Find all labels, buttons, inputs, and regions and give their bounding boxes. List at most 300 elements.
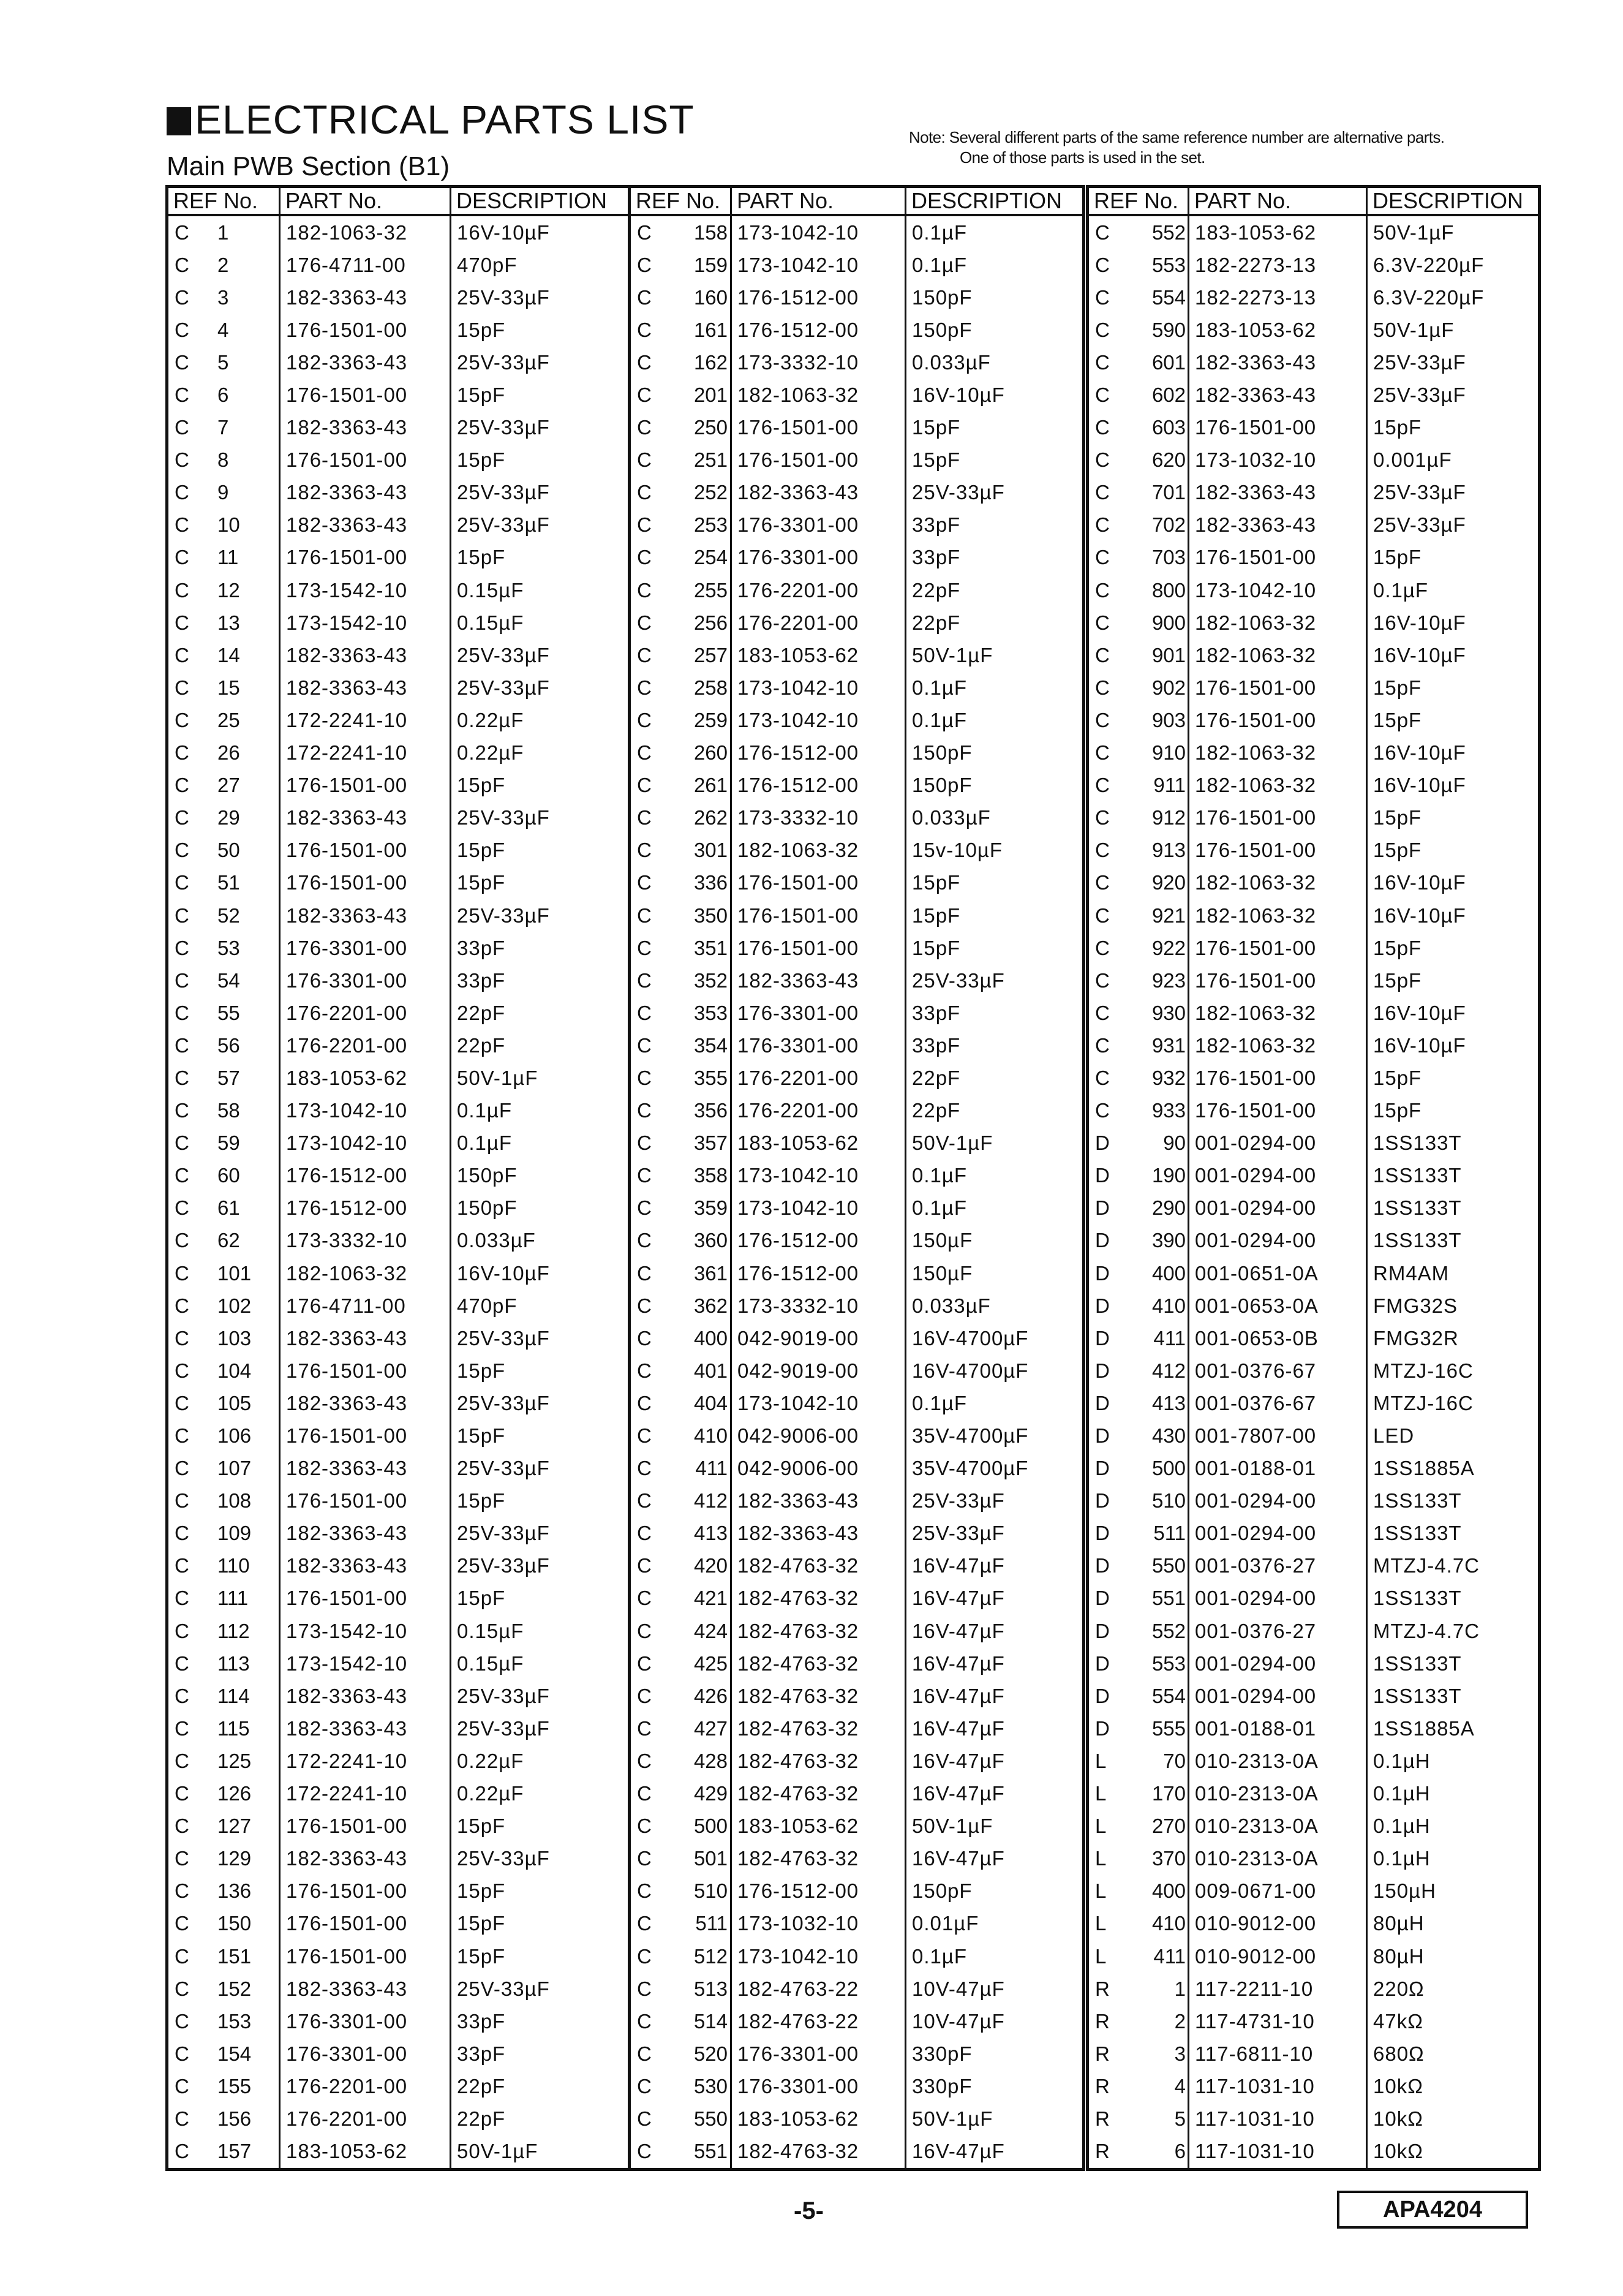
ref-letter: C bbox=[175, 448, 189, 472]
ref-cell bbox=[630, 1550, 731, 1582]
part-number-cell: 182-3363-43 bbox=[280, 1517, 451, 1550]
part-number-cell: 176-1501-00 bbox=[280, 314, 451, 346]
ref-letter: C bbox=[637, 1424, 652, 1448]
ref-letter: D bbox=[1095, 1229, 1110, 1252]
description-cell: 33pF bbox=[906, 509, 1084, 542]
ref-cell bbox=[630, 606, 731, 639]
ref-letter: D bbox=[1095, 1326, 1110, 1350]
description-cell: 25V-33µF bbox=[451, 899, 630, 932]
description-cell: 33pF bbox=[906, 1029, 1084, 1062]
description-cell: 6.3V-220µF bbox=[1367, 249, 1540, 281]
ref-letter: C bbox=[637, 2107, 652, 2130]
ref-letter: L bbox=[1095, 1912, 1107, 1935]
ref-cell bbox=[167, 1810, 280, 1843]
description-cell: 16V-4700µF bbox=[906, 1354, 1084, 1387]
ref-letter: C bbox=[637, 2074, 652, 2098]
ref-number: 552 bbox=[1151, 221, 1186, 244]
ref-number: 3 bbox=[217, 285, 229, 309]
ref-cell bbox=[167, 314, 280, 346]
table-row bbox=[630, 769, 1084, 802]
table-row bbox=[1088, 249, 1540, 281]
ref-letter: D bbox=[1095, 1391, 1110, 1414]
description-cell: 0.033µF bbox=[906, 346, 1084, 379]
ref-letter: C bbox=[175, 2009, 189, 2033]
description-cell: 0.001µF bbox=[1367, 444, 1540, 477]
ref-number: 400 bbox=[693, 1326, 728, 1350]
part-number-cell: 173-1042-10 bbox=[731, 215, 906, 249]
ref-letter: D bbox=[1095, 1164, 1110, 1187]
part-number-cell: 176-1501-00 bbox=[1189, 671, 1367, 704]
description-cell: 25V-33µF bbox=[451, 1387, 630, 1419]
part-number-cell: 176-1512-00 bbox=[731, 1225, 906, 1257]
part-number-cell: 182-3363-43 bbox=[280, 899, 451, 932]
description-cell: 25V-33µF bbox=[1367, 379, 1540, 411]
ref-letter: C bbox=[637, 448, 652, 472]
table-row bbox=[630, 606, 1084, 639]
part-number-cell: 176-1501-00 bbox=[1189, 1095, 1367, 1127]
table-row bbox=[630, 737, 1084, 769]
description-cell: 1SS1885A bbox=[1367, 1712, 1540, 1745]
description-cell: 16V-47µF bbox=[906, 1680, 1084, 1712]
ref-number: 152 bbox=[217, 1977, 252, 2000]
description-cell: 15pF bbox=[451, 1810, 630, 1843]
part-number-cell: 176-3301-00 bbox=[280, 932, 451, 964]
ref-cell bbox=[1088, 1290, 1189, 1322]
table-row bbox=[167, 1062, 630, 1094]
table-row bbox=[1088, 737, 1540, 769]
table-row bbox=[630, 2005, 1084, 2037]
ref-cell bbox=[167, 1680, 280, 1712]
part-number-cell: 182-3363-43 bbox=[1189, 346, 1367, 379]
ref-number: 109 bbox=[217, 1522, 252, 1545]
ref-cell bbox=[1088, 1419, 1189, 1452]
description-header: DESCRIPTION bbox=[1367, 187, 1540, 216]
description-cell: 25V-33µF bbox=[451, 1452, 630, 1485]
ref-cell bbox=[630, 769, 731, 802]
description-cell: 15pF bbox=[906, 899, 1084, 932]
ref-cell bbox=[1088, 1192, 1189, 1225]
table-row bbox=[167, 639, 630, 671]
ref-cell bbox=[167, 997, 280, 1029]
table-row bbox=[1088, 1550, 1540, 1582]
ref-number: 90 bbox=[1163, 1131, 1186, 1155]
description-cell: 1SS133T bbox=[1367, 1517, 1540, 1550]
table-row bbox=[167, 1095, 630, 1127]
description-cell: 0.01µF bbox=[906, 1908, 1084, 1940]
description-cell: 15pF bbox=[1367, 1062, 1540, 1094]
part-number-cell: 182-3363-43 bbox=[731, 964, 906, 997]
ref-letter: C bbox=[175, 2140, 189, 2163]
ref-number: 703 bbox=[1151, 546, 1186, 569]
ref-letter: C bbox=[637, 1944, 652, 1968]
part-number-cell: 173-1042-10 bbox=[731, 1940, 906, 1973]
ref-number: 190 bbox=[1151, 1164, 1186, 1187]
ref-number: 56 bbox=[217, 1033, 240, 1057]
ref-number: 256 bbox=[693, 611, 728, 634]
description-cell: RM4AM bbox=[1367, 1257, 1540, 1290]
ref-letter: D bbox=[1095, 1261, 1110, 1285]
ref-cell bbox=[1088, 1810, 1189, 1843]
ref-number: 702 bbox=[1151, 513, 1186, 537]
description-cell: 0.1µF bbox=[906, 1160, 1084, 1192]
table-row bbox=[1088, 1517, 1540, 1550]
ref-letter: C bbox=[175, 1587, 189, 1610]
ref-number: 59 bbox=[217, 1131, 240, 1155]
table-row bbox=[1088, 1192, 1540, 1225]
part-number-cell: 182-1063-32 bbox=[1189, 737, 1367, 769]
table-row bbox=[1088, 542, 1540, 574]
description-cell: 10kΩ bbox=[1367, 2102, 1540, 2135]
ref-number: 6 bbox=[217, 383, 229, 407]
ref-cell bbox=[167, 477, 280, 509]
description-cell: 15pF bbox=[1367, 671, 1540, 704]
table-row bbox=[1088, 1354, 1540, 1387]
table-row bbox=[1088, 1615, 1540, 1647]
ref-number: 430 bbox=[1151, 1424, 1186, 1448]
ref-cell bbox=[1088, 639, 1189, 671]
note-line-2: One of those parts is used in the set. bbox=[960, 148, 1205, 167]
part-number-cell: 176-1512-00 bbox=[280, 1192, 451, 1225]
part-number-cell: 176-1501-00 bbox=[280, 1354, 451, 1387]
description-cell: 25V-33µF bbox=[451, 671, 630, 704]
table-row bbox=[167, 2037, 630, 2070]
ref-letter: C bbox=[175, 1652, 189, 1675]
ref-cell bbox=[1088, 1745, 1189, 1777]
description-cell: 25V-33µF bbox=[451, 412, 630, 444]
table-row bbox=[630, 1843, 1084, 1875]
table-row bbox=[167, 1160, 630, 1192]
ref-cell bbox=[630, 2005, 731, 2037]
ref-number: 413 bbox=[693, 1522, 728, 1545]
table-row bbox=[630, 1875, 1084, 1908]
table-row bbox=[1088, 671, 1540, 704]
ref-letter: C bbox=[637, 1261, 652, 1285]
description-cell: 16V-10µF bbox=[1367, 899, 1540, 932]
ref-cell bbox=[630, 1582, 731, 1615]
part-number-cell: 176-1501-00 bbox=[731, 412, 906, 444]
description-cell: 16V-47µF bbox=[906, 1550, 1084, 1582]
ref-letter: C bbox=[175, 1457, 189, 1480]
ref-letter: C bbox=[175, 839, 189, 862]
description-cell: 10kΩ bbox=[1367, 2136, 1540, 2170]
ref-letter: C bbox=[637, 1229, 652, 1252]
ref-cell bbox=[630, 1973, 731, 2005]
ref-number: 136 bbox=[217, 1879, 252, 1903]
ref-number: 429 bbox=[693, 1782, 728, 1805]
ref-number: 10 bbox=[217, 513, 240, 537]
ref-letter: C bbox=[637, 643, 652, 667]
part-number-cell: 176-1501-00 bbox=[280, 1940, 451, 1973]
ref-cell bbox=[1088, 802, 1189, 834]
description-cell: FMG32R bbox=[1367, 1322, 1540, 1354]
part-number-cell: 173-1042-10 bbox=[731, 1387, 906, 1419]
ref-letter: C bbox=[1095, 546, 1110, 569]
table-row bbox=[167, 1290, 630, 1322]
description-cell: 0.1µH bbox=[1367, 1745, 1540, 1777]
table-row bbox=[1088, 1843, 1540, 1875]
table-row bbox=[630, 574, 1084, 606]
ref-cell bbox=[167, 704, 280, 736]
table-row bbox=[1088, 1582, 1540, 1615]
description-cell: 25V-33µF bbox=[451, 1517, 630, 1550]
table-row bbox=[167, 1550, 630, 1582]
ref-number: 701 bbox=[1151, 481, 1186, 504]
table-row bbox=[167, 379, 630, 411]
table-row bbox=[1088, 2102, 1540, 2135]
description-cell: 16V-47µF bbox=[906, 1615, 1084, 1647]
description-cell: 16V-47µF bbox=[906, 1745, 1084, 1777]
part-number-cell: 182-3363-43 bbox=[280, 1322, 451, 1354]
ref-cell bbox=[630, 671, 731, 704]
ref-number: 425 bbox=[693, 1652, 728, 1675]
ref-number: 361 bbox=[693, 1261, 728, 1285]
description-cell: 15pF bbox=[451, 834, 630, 867]
table-row bbox=[630, 964, 1084, 997]
table-row bbox=[167, 737, 630, 769]
ref-cell bbox=[167, 1615, 280, 1647]
description-cell: 0.1µF bbox=[906, 1387, 1084, 1419]
ref-letter: C bbox=[637, 904, 652, 927]
ref-number: 900 bbox=[1151, 611, 1186, 634]
ref-cell bbox=[630, 1680, 731, 1712]
ref-cell bbox=[167, 1225, 280, 1257]
ref-cell bbox=[630, 1745, 731, 1777]
ref-number: 400 bbox=[1151, 1261, 1186, 1285]
table-row bbox=[1088, 704, 1540, 736]
table-row bbox=[167, 444, 630, 477]
ref-letter: C bbox=[637, 1782, 652, 1805]
part-number-cell: 176-1501-00 bbox=[1189, 542, 1367, 574]
description-cell: 50V-1µF bbox=[906, 639, 1084, 671]
ref-cell bbox=[167, 346, 280, 379]
ref-letter: C bbox=[175, 2042, 189, 2065]
description-cell: 0.22µF bbox=[451, 704, 630, 736]
ref-cell bbox=[630, 1354, 731, 1387]
ref-cell bbox=[1088, 737, 1189, 769]
ref-number: 552 bbox=[1151, 1619, 1186, 1642]
ref-cell bbox=[630, 1810, 731, 1843]
part-number-cell: 176-3301-00 bbox=[731, 509, 906, 542]
description-cell: 25V-33µF bbox=[1367, 346, 1540, 379]
part-number-cell: 176-4711-00 bbox=[280, 1290, 451, 1322]
part-number-cell: 001-0188-01 bbox=[1189, 1452, 1367, 1485]
table-row bbox=[1088, 997, 1540, 1029]
table-row bbox=[630, 1550, 1084, 1582]
table-row bbox=[630, 314, 1084, 346]
description-cell: LED bbox=[1367, 1419, 1540, 1452]
table-row bbox=[1088, 2005, 1540, 2037]
description-cell: 16V-47µF bbox=[906, 1712, 1084, 1745]
part-number-cell: 182-3363-43 bbox=[280, 477, 451, 509]
ref-letter: C bbox=[175, 1359, 189, 1382]
ref-letter: C bbox=[637, 1749, 652, 1772]
ref-cell bbox=[1088, 1452, 1189, 1485]
description-cell: 0.1µF bbox=[451, 1095, 630, 1127]
ref-number: 104 bbox=[217, 1359, 252, 1382]
ref-letter: R bbox=[1095, 2009, 1110, 2033]
table-row bbox=[1088, 1810, 1540, 1843]
ref-cell bbox=[1088, 1387, 1189, 1419]
part-number-cell: 176-1501-00 bbox=[280, 1908, 451, 1940]
part-number-cell: 176-1512-00 bbox=[280, 1160, 451, 1192]
ref-cell bbox=[1088, 1940, 1189, 1973]
part-number-cell: 183-1053-62 bbox=[731, 1810, 906, 1843]
ref-letter: C bbox=[1095, 578, 1110, 602]
part-number-cell: 173-1542-10 bbox=[280, 1615, 451, 1647]
part-number-cell: 182-4763-32 bbox=[731, 1615, 906, 1647]
table-row bbox=[167, 1517, 630, 1550]
ref-number: 930 bbox=[1151, 1001, 1186, 1024]
table-row bbox=[1088, 2037, 1540, 2070]
description-cell: 0.1µF bbox=[906, 671, 1084, 704]
ref-number: 410 bbox=[1151, 1912, 1186, 1935]
ref-cell bbox=[167, 444, 280, 477]
description-cell: 15pF bbox=[906, 867, 1084, 899]
ref-letter: C bbox=[637, 1619, 652, 1642]
description-cell: 47kΩ bbox=[1367, 2005, 1540, 2037]
ref-cell bbox=[630, 1908, 731, 1940]
ref-letter: C bbox=[1095, 253, 1110, 276]
ref-number: 412 bbox=[1151, 1359, 1186, 1382]
part-number-cell: 117-6811-10 bbox=[1189, 2037, 1367, 2070]
ref-cell bbox=[1088, 1095, 1189, 1127]
table-row bbox=[167, 574, 630, 606]
table-row bbox=[1088, 1160, 1540, 1192]
ref-cell bbox=[1088, 281, 1189, 314]
ref-cell bbox=[167, 1160, 280, 1192]
ref-letter: C bbox=[637, 1815, 652, 1838]
ref-cell bbox=[167, 606, 280, 639]
ref-letter: D bbox=[1095, 1131, 1110, 1155]
ref-number: 932 bbox=[1151, 1066, 1186, 1089]
table-row bbox=[1088, 1680, 1540, 1712]
ref-number: 301 bbox=[693, 839, 728, 862]
description-cell: 16V-10µF bbox=[1367, 1029, 1540, 1062]
ref-cell bbox=[630, 1615, 731, 1647]
ref-letter: C bbox=[637, 1554, 652, 1577]
ref-letter: C bbox=[175, 1033, 189, 1057]
ref-cell bbox=[167, 2070, 280, 2102]
part-number-cell: 173-1042-10 bbox=[731, 671, 906, 704]
table-row bbox=[630, 1387, 1084, 1419]
description-cell: 150µF bbox=[906, 1225, 1084, 1257]
ref-letter: C bbox=[175, 969, 189, 992]
part-number-cell: 182-3363-43 bbox=[280, 1680, 451, 1712]
ref-cell bbox=[630, 509, 731, 542]
description-cell: 15pF bbox=[451, 1940, 630, 1973]
ref-number: 920 bbox=[1151, 871, 1186, 894]
ref-letter: C bbox=[637, 1294, 652, 1317]
ref-letter: C bbox=[1095, 416, 1110, 439]
ref-letter: C bbox=[1095, 643, 1110, 667]
description-cell: 16V-4700µF bbox=[906, 1322, 1084, 1354]
ref-letter: C bbox=[175, 253, 189, 276]
part-number-cell: 176-1501-00 bbox=[280, 1810, 451, 1843]
table-row bbox=[1088, 379, 1540, 411]
part-no-header: PART No. bbox=[1189, 187, 1367, 216]
table-row bbox=[167, 314, 630, 346]
table-row bbox=[167, 1875, 630, 1908]
part-number-cell: 001-0294-00 bbox=[1189, 1485, 1367, 1517]
table-row bbox=[630, 249, 1084, 281]
table-row bbox=[167, 477, 630, 509]
description-cell: 16V-10µF bbox=[1367, 769, 1540, 802]
ref-number: 355 bbox=[693, 1066, 728, 1089]
table-row bbox=[1088, 2136, 1540, 2170]
description-cell: 16V-10µF bbox=[906, 379, 1084, 411]
table-row bbox=[630, 639, 1084, 671]
part-number-cell: 182-4763-32 bbox=[731, 1647, 906, 1680]
description-cell: 25V-33µF bbox=[451, 1322, 630, 1354]
table-row bbox=[167, 834, 630, 867]
part-number-cell: 182-4763-32 bbox=[731, 1582, 906, 1615]
ref-letter: C bbox=[637, 1522, 652, 1545]
table-row bbox=[167, 1973, 630, 2005]
part-number-cell: 182-3363-43 bbox=[280, 671, 451, 704]
ref-number: 426 bbox=[693, 1684, 728, 1707]
description-cell: 25V-33µF bbox=[451, 639, 630, 671]
table-row bbox=[167, 769, 630, 802]
ref-number: 550 bbox=[693, 2107, 728, 2130]
ref-number: 50 bbox=[217, 839, 240, 862]
description-cell: MTZJ-4.7C bbox=[1367, 1550, 1540, 1582]
description-cell: 15pF bbox=[1367, 964, 1540, 997]
ref-number: 520 bbox=[693, 2042, 728, 2065]
table-header-row bbox=[630, 187, 1084, 216]
ref-number: 362 bbox=[693, 1294, 728, 1317]
ref-number: 156 bbox=[217, 2107, 252, 2130]
part-number-cell: 173-1032-10 bbox=[731, 1908, 906, 1940]
description-cell: 15pF bbox=[451, 1875, 630, 1908]
ref-letter: C bbox=[637, 806, 652, 829]
ref-number: 155 bbox=[217, 2074, 252, 2098]
part-number-cell: 182-3363-43 bbox=[280, 1387, 451, 1419]
ref-number: 359 bbox=[693, 1196, 728, 1220]
description-cell: 150pF bbox=[906, 281, 1084, 314]
part-number-cell: 176-3301-00 bbox=[280, 2005, 451, 2037]
table-row bbox=[1088, 574, 1540, 606]
part-number-cell: 176-3301-00 bbox=[731, 2070, 906, 2102]
ref-cell bbox=[167, 2102, 280, 2135]
table-row bbox=[1088, 1225, 1540, 1257]
part-number-cell: 176-1512-00 bbox=[731, 769, 906, 802]
ref-letter: C bbox=[175, 1326, 189, 1350]
ref-number: 550 bbox=[1151, 1554, 1186, 1577]
table-row bbox=[1088, 932, 1540, 964]
part-number-cell: 173-3332-10 bbox=[280, 1225, 451, 1257]
table-row bbox=[167, 2136, 630, 2170]
ref-cell bbox=[1088, 1550, 1189, 1582]
ref-number: 112 bbox=[217, 1619, 250, 1642]
ref-letter: C bbox=[175, 1977, 189, 2000]
part-number-cell: 173-1042-10 bbox=[731, 1192, 906, 1225]
table-row bbox=[167, 215, 630, 249]
part-number-cell: 117-4731-10 bbox=[1189, 2005, 1367, 2037]
table-row bbox=[1088, 639, 1540, 671]
part-number-cell: 182-3363-43 bbox=[731, 477, 906, 509]
ref-number: 270 bbox=[1151, 1815, 1186, 1838]
ref-number: 427 bbox=[693, 1716, 728, 1740]
part-number-cell: 176-1501-00 bbox=[280, 379, 451, 411]
part-number-cell: 172-2241-10 bbox=[280, 737, 451, 769]
ref-number: 400 bbox=[1151, 1879, 1186, 1903]
ref-letter: L bbox=[1095, 1879, 1107, 1903]
description-cell: 680Ω bbox=[1367, 2037, 1540, 2070]
table-row bbox=[630, 1940, 1084, 1973]
ref-cell bbox=[167, 1517, 280, 1550]
table-row bbox=[167, 1843, 630, 1875]
ref-number: 113 bbox=[217, 1652, 250, 1675]
